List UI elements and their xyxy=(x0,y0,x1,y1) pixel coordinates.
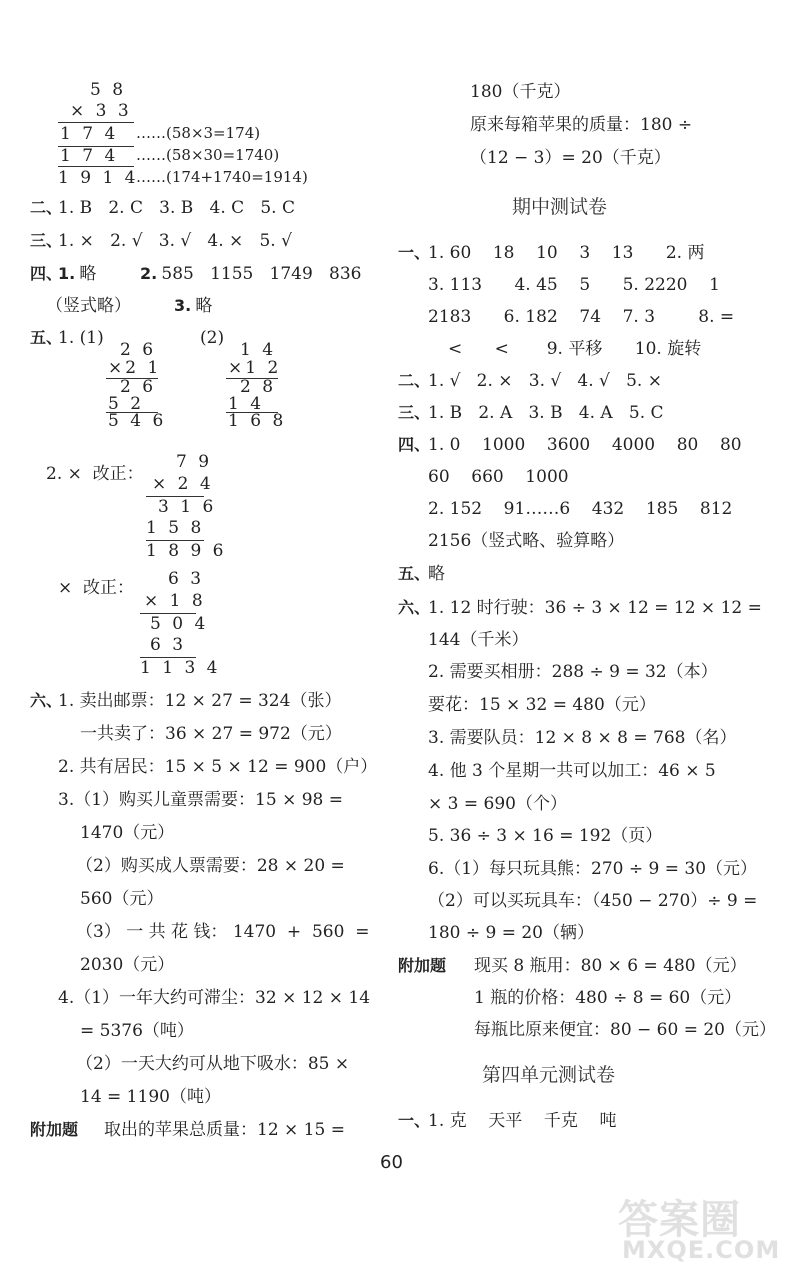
answer-line: 60 660 1000 xyxy=(428,467,569,487)
section-label: 一、 xyxy=(398,243,431,262)
answer-text: 略 xyxy=(190,296,213,316)
calc-row: 2 8 xyxy=(240,377,277,397)
answer-line: 1. 12 时行驶：36 ÷ 3 × 12 = 12 × 12 = xyxy=(428,598,762,618)
answer-line: 2183 6. 182 74 7. 3 8. = xyxy=(428,307,735,327)
correction-label: 2. × 改正： xyxy=(46,464,144,484)
calc-row: × 1 8 xyxy=(144,591,206,611)
answer-text: （竖式略） xyxy=(46,296,131,316)
item-number: (2) xyxy=(200,328,225,348)
calc-row: 7 9 xyxy=(176,452,213,472)
section-label: 二、 xyxy=(30,198,63,217)
answer-line: 2156（竖式略、验算略） xyxy=(428,531,625,551)
answer-line: （3） 一 共 花 钱： 1470 + 560 = xyxy=(76,922,370,942)
calc-line xyxy=(58,122,134,123)
answer-line: 2. 需要买相册：288 ÷ 9 = 32（本） xyxy=(428,662,718,682)
section-label: 三、 xyxy=(30,231,63,250)
section-label: 六、 xyxy=(30,691,63,710)
calc-row: 1 4 xyxy=(240,340,277,360)
calc-note: ……(174+1740=1914) xyxy=(136,168,308,186)
answer-line: 14 = 1190（吨） xyxy=(80,1087,221,1107)
answer-line: 1. 克 天平 千克 吨 xyxy=(428,1111,617,1131)
calc-line xyxy=(58,166,134,167)
answer-line: 2. 共有居民：15 × 5 × 12 = 900（户） xyxy=(58,757,378,777)
answer-line: 2030（元） xyxy=(80,955,175,975)
calc-row: 2 6 xyxy=(120,377,157,397)
answer-line: × 3 = 690（个） xyxy=(428,794,567,814)
calc-row: ×1 2 xyxy=(228,358,282,378)
answer-line: 1. × 2. √ 3. √ 4. × 5. √ xyxy=(58,231,292,251)
watermark-url: MXQE.COM xyxy=(622,1236,781,1264)
calc-row: 1 8 9 6 xyxy=(146,541,227,561)
answer-line: 取出的苹果总质量：12 × 15 = xyxy=(104,1120,345,1140)
calc-row: × 3 3 xyxy=(70,101,132,121)
answer-text: 略 xyxy=(74,264,97,284)
answer-line: 1. B 2. A 3. B 4. A 5. C xyxy=(428,403,664,423)
calc-note: ……(58×3=174) xyxy=(136,124,261,142)
calc-row: 1 6 8 xyxy=(228,411,287,431)
calc-note: ……(58×30=1740) xyxy=(136,146,280,164)
calc-row: 3 1 6 xyxy=(158,497,217,517)
answer-line: 一共卖了：36 × 27 = 972（元） xyxy=(80,724,342,744)
watermark-logo: 答案圈 xyxy=(618,1197,741,1243)
answer-line: 1. √ 2. × 3. √ 4. √ 5. × xyxy=(428,371,662,391)
answer-line: 5. 36 ÷ 3 × 16 = 192（页） xyxy=(428,826,663,846)
section-label: 三、 xyxy=(398,403,431,422)
calc-row: 6 3 xyxy=(150,635,187,655)
calc-row: 1 4 xyxy=(228,394,265,414)
answer-line: 1. B 2. C 3. B 4. C 5. C xyxy=(58,198,295,218)
page-number: 60 xyxy=(380,1152,403,1173)
section-label: 五、 xyxy=(398,564,431,583)
answer-line: （2）购买成人票需要：28 × 20 = xyxy=(76,856,345,876)
calc-row: ×2 1 xyxy=(108,358,162,378)
answer-line: 1. 卖出邮票：12 × 27 = 324（张） xyxy=(58,691,342,711)
answer-line: < < 9. 平移 10. 旋转 xyxy=(448,339,702,359)
answer-text: 585 1155 1749 836 xyxy=(156,264,362,284)
calc-row: × 2 4 xyxy=(152,474,214,494)
answer-line: 180（千克） xyxy=(470,82,571,102)
answer-line: 4.（1）一年大约可滞尘：32 × 12 × 14 xyxy=(58,988,371,1008)
answer-line: 略 xyxy=(428,564,445,584)
answer-line: 原来每箱苹果的质量：180 ÷ xyxy=(470,115,693,135)
answer-line: 要花：15 × 32 = 480（元） xyxy=(428,695,656,715)
calc-row: 1 9 1 4 xyxy=(58,168,139,188)
answer-line: 1. 60 18 10 3 13 2. 两 xyxy=(428,243,705,263)
answer-line: 3.（1）购买儿童票需要：15 × 98 = xyxy=(58,790,343,810)
calc-row: 5 4 6 xyxy=(108,411,167,431)
answer-line: 2. 152 91……6 432 185 812 xyxy=(428,499,733,519)
answer-line: 6.（1）每只玩具熊：270 ÷ 9 = 30（元） xyxy=(428,859,758,879)
answer-line: 每瓶比原来便宜：80 − 60 = 20（元） xyxy=(474,1020,776,1040)
answer-line: 1 瓶的价格：480 ÷ 8 = 60（元） xyxy=(474,988,742,1008)
correction-label: × 改正： xyxy=(58,578,135,598)
answer-line: 1470（元） xyxy=(80,823,175,843)
calc-row: 5 8 xyxy=(90,80,127,100)
answer-line: 560（元） xyxy=(80,889,164,909)
answer-line: 180 ÷ 9 = 20（辆） xyxy=(428,923,594,943)
section-label: 六、 xyxy=(398,598,431,617)
item-number: 2. xyxy=(140,264,158,283)
item-number: 3. xyxy=(174,296,192,315)
answer-line: 4. 他 3 个星期一共可以加工：46 × 5 xyxy=(428,761,716,781)
section-label: 一、 xyxy=(398,1111,431,1130)
answer-line: 现买 8 瓶用：80 × 6 = 480（元） xyxy=(474,956,747,976)
answer-line: （12 − 3）= 20（千克） xyxy=(470,148,671,168)
calc-row: 1 7 4 xyxy=(60,146,119,166)
section-label: 二、 xyxy=(398,371,431,390)
answer-line: 144（千米） xyxy=(428,630,529,650)
calc-row: 6 3 xyxy=(168,569,205,589)
calc-row: 1 7 4 xyxy=(60,124,119,144)
section-heading: 第四单元测试卷 xyxy=(482,1064,616,1086)
item-number: 1. xyxy=(58,264,76,283)
answer-line: （2）可以买玩具车：（450 − 270）÷ 9 = xyxy=(428,891,758,911)
answer-line: 3. 113 4. 45 5 5. 2220 1 xyxy=(428,275,720,295)
section-label: 四、 xyxy=(398,435,431,454)
section-heading: 期中测试卷 xyxy=(512,196,608,218)
bonus-label: 附加题 xyxy=(30,1120,79,1139)
calc-row: 5 2 xyxy=(108,394,145,414)
calc-row: 1 1 3 4 xyxy=(140,658,221,678)
section-label: 五、 xyxy=(30,328,63,347)
answer-line: 1. 0 1000 3600 4000 80 80 xyxy=(428,435,742,455)
calc-row: 2 6 xyxy=(120,340,157,360)
answer-line: 3. 需要队员：12 × 8 × 8 = 768（名） xyxy=(428,728,737,748)
answer-line: = 5376（吨） xyxy=(80,1021,194,1041)
answer-line: （2）一天大约可从地下吸水：85 × xyxy=(76,1054,350,1074)
calc-row: 5 0 4 xyxy=(150,614,209,634)
section-label: 四、 xyxy=(30,264,63,283)
item-number: 1. (1) xyxy=(58,328,104,348)
bonus-label: 附加题 xyxy=(398,956,447,975)
calc-row: 1 5 8 xyxy=(146,518,205,538)
